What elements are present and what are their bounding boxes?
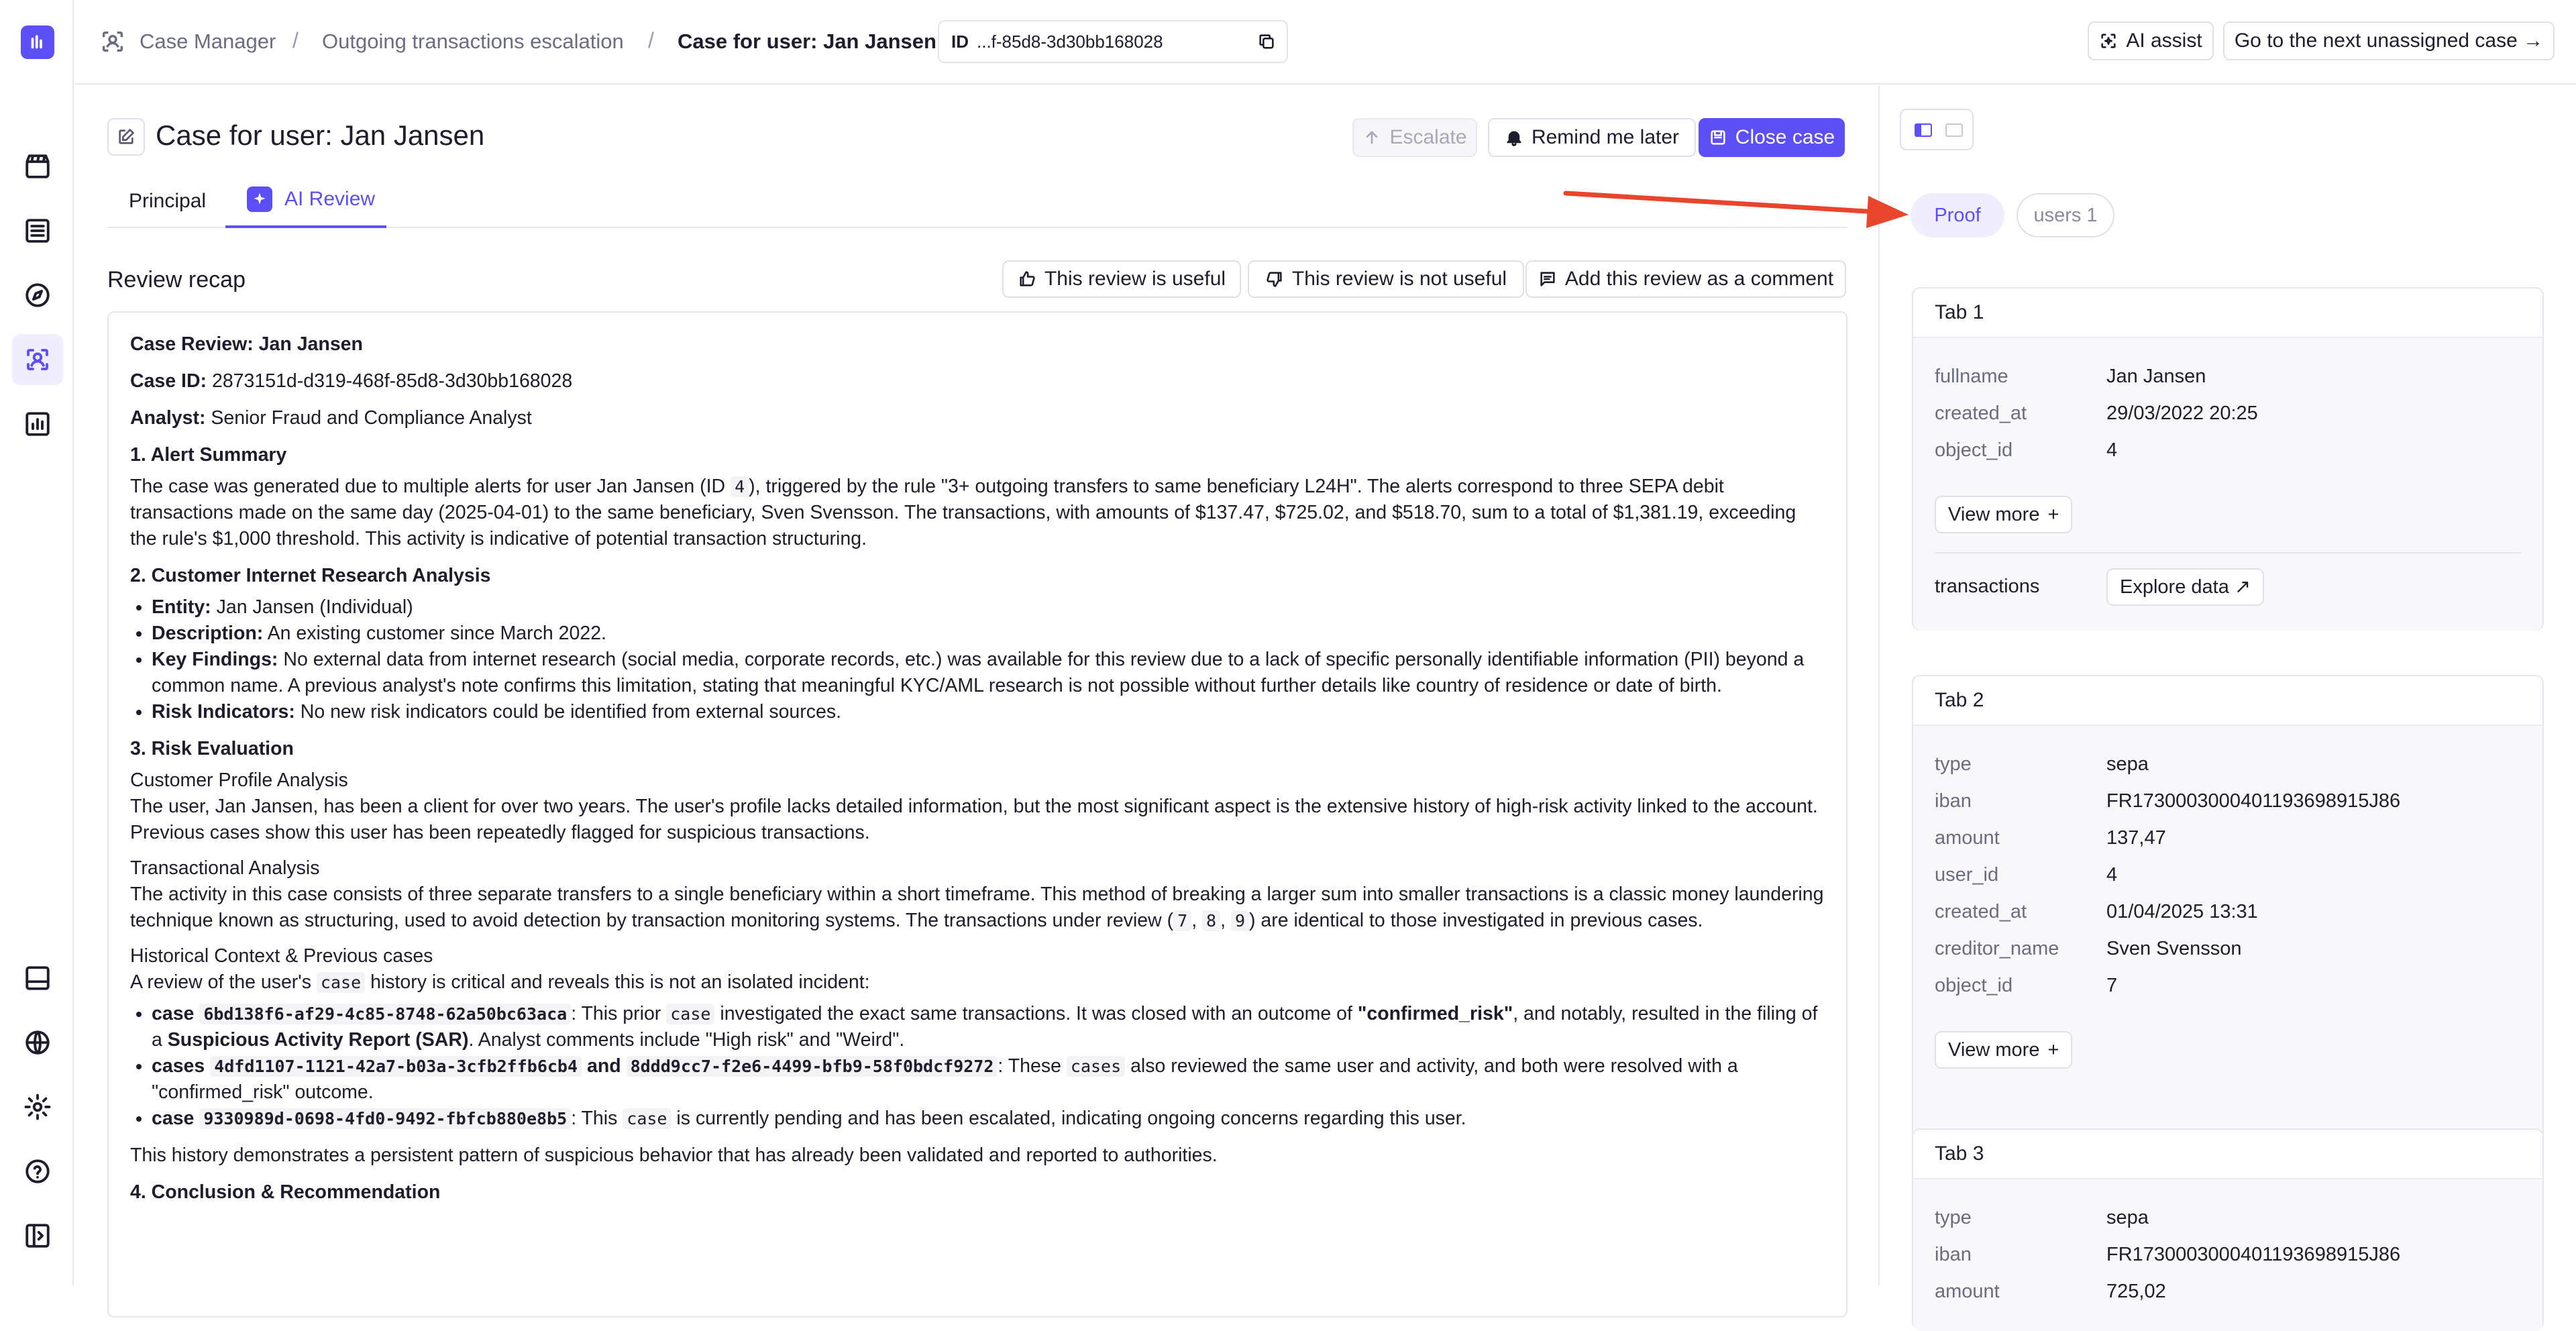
text-span: : This prior	[571, 1003, 661, 1024]
field-key: fullname	[1935, 366, 2008, 387]
data-card-tab-1	[1912, 287, 2544, 631]
active-tab-indicator	[225, 225, 386, 228]
scan-user-icon	[99, 28, 126, 55]
breadcrumb-separator: /	[648, 28, 654, 52]
data-card-tab-2	[1912, 675, 2544, 1170]
text-span: , and notably, resulted in the filing of a	[152, 1003, 1818, 1051]
scan-icon	[2099, 32, 2118, 50]
bell-icon	[1505, 128, 1523, 147]
remind-label: Remind me later	[1531, 126, 1680, 148]
arrow-up-icon	[1362, 128, 1381, 147]
sidebar-collapse-icon	[23, 1222, 52, 1250]
field-key: amount	[1935, 827, 2000, 849]
field-row	[1935, 358, 2521, 395]
explore-data-button[interactable]	[2106, 568, 2264, 606]
copy-icon[interactable]	[1257, 32, 1276, 51]
archive-icon	[1709, 128, 1727, 147]
nav-item-analytics[interactable]	[12, 398, 63, 449]
tab-users[interactable]: users 1	[2017, 193, 2114, 237]
breadcrumb-separator: /	[292, 28, 299, 52]
subsection-title: Transactional Analysis	[130, 857, 320, 879]
text-span: is currently pending and has been escalated, indicating ongoing concerns regarding this user.	[676, 1108, 1466, 1129]
sparkle-icon	[247, 187, 272, 212]
field-row	[1935, 746, 2521, 783]
nav-item-panel[interactable]	[12, 953, 63, 1004]
inline-code: case	[317, 972, 365, 993]
case-id-text: 2873151d-d319-468f-85d8-3d30bb168028	[211, 370, 573, 392]
text-span: A review of the user's	[130, 971, 311, 993]
field-value: Jan Jansen	[2106, 366, 2206, 387]
panel-bottom-icon	[23, 964, 52, 992]
inline-code: case	[623, 1108, 671, 1129]
thumbs-down-icon	[1265, 270, 1284, 288]
item-value: No new risk indicators could be identified from external sources.	[300, 701, 842, 723]
case-id-box	[938, 20, 1288, 63]
text-span: investigated the exact same transactions. It was closed with an outcome of	[720, 1003, 1352, 1024]
field-row	[1935, 930, 2521, 967]
list-item	[152, 1106, 1825, 1132]
tab-ai-review[interactable]	[247, 187, 375, 212]
field-key: iban	[1935, 1244, 1972, 1265]
review-useful-label: This review is useful	[1044, 268, 1226, 290]
breadcrumb-case-manager[interactable]: Case Manager	[140, 30, 276, 53]
analyst-text: Senior Fraud and Compliance Analyst	[211, 407, 532, 429]
data-panel	[1880, 86, 2576, 1302]
text-span: cases	[152, 1055, 205, 1077]
inline-code: case	[666, 1004, 714, 1024]
transactional-analysis: Transactional Analysis The activity in this case consists of three separate transfers to a single beneficiary within a short timeframe. This method of breaking a larger sum into smaller transactions is a classic money laundering technique known as structuring, used to avoid detection by transaction monitoring systems. The transactions under review ( 7 , 8 , 9 ) are identical to those investigated in previous cases.	[130, 857, 1824, 931]
field-key: type	[1935, 1207, 1972, 1228]
inline-code: 9	[1231, 910, 1249, 931]
nav-item-case-manager[interactable]	[12, 334, 63, 385]
field-row	[1935, 857, 2521, 894]
text-span: : These	[998, 1055, 1061, 1077]
field-row	[1935, 1273, 2521, 1310]
case-id-code: 8ddd9cc7-f2e6-4499-bfb9-58f0bdcf9272	[627, 1056, 998, 1077]
close-case-button[interactable]	[1699, 118, 1845, 157]
list-item	[152, 647, 1825, 699]
field-row	[1935, 1236, 2521, 1273]
customer-profile-analysis	[130, 767, 1825, 846]
tab-ai-review-label: AI Review	[284, 188, 376, 210]
text-span: . Analyst comments include "High risk" and "Weird".	[468, 1029, 905, 1051]
list-item	[152, 594, 1825, 621]
field-key: created_at	[1935, 403, 2027, 424]
field-key: user_id	[1935, 864, 1999, 886]
case-id-code: 4dfd1107-1121-42a7-b03a-3cfb2ffb6cb4	[210, 1056, 582, 1077]
layout-toggle[interactable]	[1900, 109, 1974, 150]
inline-code: 7	[1173, 910, 1191, 931]
item-key: Entity:	[152, 596, 211, 618]
message-icon	[1538, 270, 1557, 288]
text-span: history is critical and reveals this is not an isolated incident:	[370, 971, 870, 993]
nav-item-globe[interactable]	[12, 1017, 63, 1068]
view-more-button[interactable]	[1935, 1031, 2072, 1069]
edit-icon	[117, 127, 136, 146]
close-case-label: Close case	[1735, 126, 1835, 148]
view-more-label: View more	[1948, 503, 2040, 525]
field-key: amount	[1935, 1281, 2000, 1302]
compass-icon	[23, 281, 52, 309]
text-span: Suspicious Activity Report (SAR)	[167, 1029, 469, 1051]
nav-item-settings[interactable]	[12, 1081, 63, 1132]
review-analyst	[130, 405, 1825, 431]
list-item	[152, 1053, 1825, 1106]
field-value: FR1730003000401193698915J86	[2106, 790, 2401, 812]
field-key: object_id	[1935, 975, 2013, 996]
review-recap-content	[107, 311, 1847, 1318]
field-key: transactions	[1935, 576, 2040, 597]
annotation-arrow-icon	[1563, 181, 1912, 235]
help-circle-icon	[23, 1157, 52, 1185]
field-value: 4	[2106, 439, 2118, 461]
research-list	[152, 594, 1825, 725]
field-value: 01/04/2025 13:31	[2106, 901, 2258, 922]
field-row	[1935, 783, 2521, 820]
list-icon	[23, 217, 52, 245]
plus-icon: +	[2047, 503, 2059, 525]
previous-cases-list	[152, 1001, 1825, 1132]
item-key: Risk Indicators:	[152, 701, 295, 723]
field-value: Sven Svensson	[2106, 938, 2242, 959]
review-not-useful-button[interactable]	[1248, 260, 1524, 298]
field-row	[1935, 1200, 2521, 1236]
case-main-panel	[75, 86, 1878, 1285]
remind-me-later-button[interactable]	[1488, 118, 1696, 157]
item-value: Jan Jansen (Individual)	[216, 596, 413, 618]
field-value: 29/03/2022 20:25	[2106, 403, 2258, 424]
case-id-code: 9330989d-0698-4fd0-9492-fbfcb880e8b5	[199, 1108, 571, 1129]
analyst-label: Analyst:	[130, 407, 206, 429]
globe-icon	[23, 1028, 52, 1057]
explore-data-label: Explore data ↗	[2120, 576, 2251, 598]
left-nav-rail	[0, 0, 74, 1285]
field-value: 725,02	[2106, 1281, 2166, 1302]
text-span: and	[586, 1055, 621, 1077]
card-title: Tab 3	[1913, 1130, 2542, 1179]
field-value: sepa	[2106, 753, 2149, 775]
text-span: : This	[571, 1108, 618, 1129]
section-title: 3. Risk Evaluation	[130, 738, 294, 759]
nav-item-compass[interactable]	[12, 270, 63, 321]
field-value: 137,47	[2106, 827, 2166, 849]
text-span: The case was generated due to multiple alerts for user Jan Jansen (ID	[130, 476, 726, 497]
list-item	[152, 699, 1825, 725]
view-more-label: View more	[1948, 1039, 2040, 1061]
nav-item-collapse[interactable]	[12, 1210, 63, 1261]
subsection-title: Historical Context & Previous cases	[130, 945, 433, 967]
thumbs-up-icon	[1018, 270, 1036, 288]
list-item	[152, 1001, 1825, 1053]
ai-assist-button[interactable]	[2088, 21, 2214, 60]
text-span: case	[152, 1108, 195, 1129]
inline-code: 4	[731, 476, 749, 497]
case-id-label: ID	[951, 31, 969, 52]
card-divider	[1935, 552, 2521, 553]
add-comment-label: Add this review as a comment	[1564, 268, 1834, 290]
next-case-label: Go to the next unassigned case →	[2234, 30, 2544, 52]
field-value: 7	[2106, 975, 2118, 996]
field-row	[1935, 894, 2521, 930]
clapperboard-icon	[23, 152, 52, 180]
layout-left-icon	[1915, 123, 1932, 137]
page-title: Case for user: Jan Jansen	[156, 119, 485, 151]
next-unassigned-case-button[interactable]	[2223, 21, 2555, 60]
field-key: iban	[1935, 790, 1972, 812]
history-conclusion-text: This history demonstrates a persistent pattern of suspicious behavior that has already been validated and reported to authorities.	[130, 1144, 1218, 1166]
scan-user-icon	[23, 345, 52, 374]
nav-item-clapperboard[interactable]	[12, 141, 63, 192]
field-value: FR1730003000401193698915J86	[2106, 1244, 2401, 1265]
case-id-value: ...f-85d8-3d30bb168028	[977, 31, 1163, 52]
text-span: ), triggered by the rule "3+ outgoing transfers to same beneficiary L24H". The alerts correspond to three SEPA debit transactions made on the same day (2025-04-01) to the same beneficiary, Sven Svensson. The transactions, with amounts of $137.47, $725.02, and $518.70, sum to a total of $1,381.19, exceeding the rule's $1,000 threshold. This activity is indicative of potential transaction structuring.	[130, 476, 1796, 549]
section-title: 1. Alert Summary	[130, 444, 287, 466]
field-value: 4	[2106, 864, 2118, 886]
nav-item-list[interactable]	[12, 205, 63, 256]
subsection-title: Customer Profile Analysis	[130, 769, 348, 791]
field-row	[1935, 395, 2521, 432]
card-body	[1913, 338, 2542, 631]
field-key: creditor_name	[1935, 938, 2059, 959]
card-title: Tab 2	[1913, 676, 2542, 726]
top-bar	[75, 0, 2576, 85]
card-body	[1913, 726, 2542, 1170]
ai-assist-label: AI assist	[2126, 30, 2202, 52]
field-row	[1935, 967, 2521, 1004]
tab-principal[interactable]: Principal	[129, 190, 207, 212]
plus-icon: +	[2047, 1039, 2059, 1061]
field-key: object_id	[1935, 439, 2013, 461]
item-key: Description:	[152, 623, 264, 644]
review-useful-button[interactable]	[1002, 260, 1241, 298]
escalate-button[interactable]	[1352, 118, 1477, 157]
section-title: 2. Customer Internet Research Analysis	[130, 565, 491, 586]
data-card-tab-3	[1912, 1128, 2544, 1330]
card-body	[1913, 1179, 2542, 1331]
field-row	[1935, 820, 2521, 857]
review-heading: Case Review: Jan Jansen	[130, 333, 363, 355]
text-span: ) are identical to those investigated in previous cases.	[1249, 910, 1703, 931]
text-span: case	[152, 1003, 195, 1024]
item-key: Key Findings:	[152, 649, 278, 670]
inline-code: 8	[1202, 910, 1220, 931]
card-title: Tab 1	[1913, 288, 2542, 338]
review-recap-title: Review recap	[107, 267, 246, 292]
field-value: sepa	[2106, 1207, 2149, 1228]
section-title: 4. Conclusion & Recommendation	[130, 1181, 441, 1203]
app-logo[interactable]	[21, 25, 54, 59]
field-key: type	[1935, 753, 1972, 775]
historical-context	[130, 943, 1825, 996]
breadcrumb-current: Case for user: Jan Jansen	[678, 30, 936, 53]
item-value: No external data from internet research (social media, corporate records, etc.) was available for this review due to a lack of specific personally identifiable information (PII) beyond a common name. A previous analyst's note confirms this limitation, stating that meaningful KYC/AML research is not possible without further details like country of residence or date of birth.	[152, 649, 1805, 696]
case-id-label: Case ID:	[130, 370, 207, 392]
alert-summary-text	[130, 474, 1825, 552]
text-span: also reviewed the same user and activity, and both were resolved with a "confirmed_risk" outcome.	[152, 1055, 1738, 1103]
list-item	[152, 621, 1825, 647]
review-case-id	[130, 368, 1825, 394]
case-id-code: 6bd138f6-af29-4c85-8748-62a50bc63aca	[199, 1004, 571, 1024]
field-row	[1935, 568, 2521, 605]
text-span: The activity in this case consists of three separate transfers to a single beneficiary within a short timeframe. This method of breaking a larger sum into smaller transactions is a classic money laundering technique known as structuring, used to avoid detection by transaction monitoring systems. The transactions under review (	[130, 884, 1824, 931]
review-not-useful-label: This review is not useful	[1291, 268, 1507, 290]
nav-item-help[interactable]	[12, 1146, 63, 1197]
breadcrumb-inbox[interactable]: Outgoing transactions escalation	[322, 30, 624, 53]
tab-proof[interactable]: Proof	[1911, 193, 2004, 237]
escalate-label: Escalate	[1389, 126, 1467, 148]
text-span: "confirmed_risk"	[1357, 1003, 1513, 1024]
gear-icon	[23, 1093, 52, 1121]
inline-code: cases	[1067, 1056, 1125, 1077]
subsection-text: The user, Jan Jansen, has been a client for over two years. The user's profile lacks detailed information, but the most significant aspect is the extensive history of high-risk activity linked to the account. Previous cases show this user has been repeatedly flagged for suspicious transactions.	[130, 796, 1818, 843]
item-value: An existing customer since March 2022.	[267, 623, 606, 644]
view-more-button[interactable]	[1935, 496, 2072, 533]
add-review-comment-button[interactable]	[1525, 260, 1846, 298]
layout-right-icon	[1945, 123, 1963, 137]
edit-title-button[interactable]	[107, 118, 145, 156]
field-row	[1935, 432, 2521, 469]
bar-chart-icon	[23, 410, 52, 438]
field-key: created_at	[1935, 901, 2027, 922]
